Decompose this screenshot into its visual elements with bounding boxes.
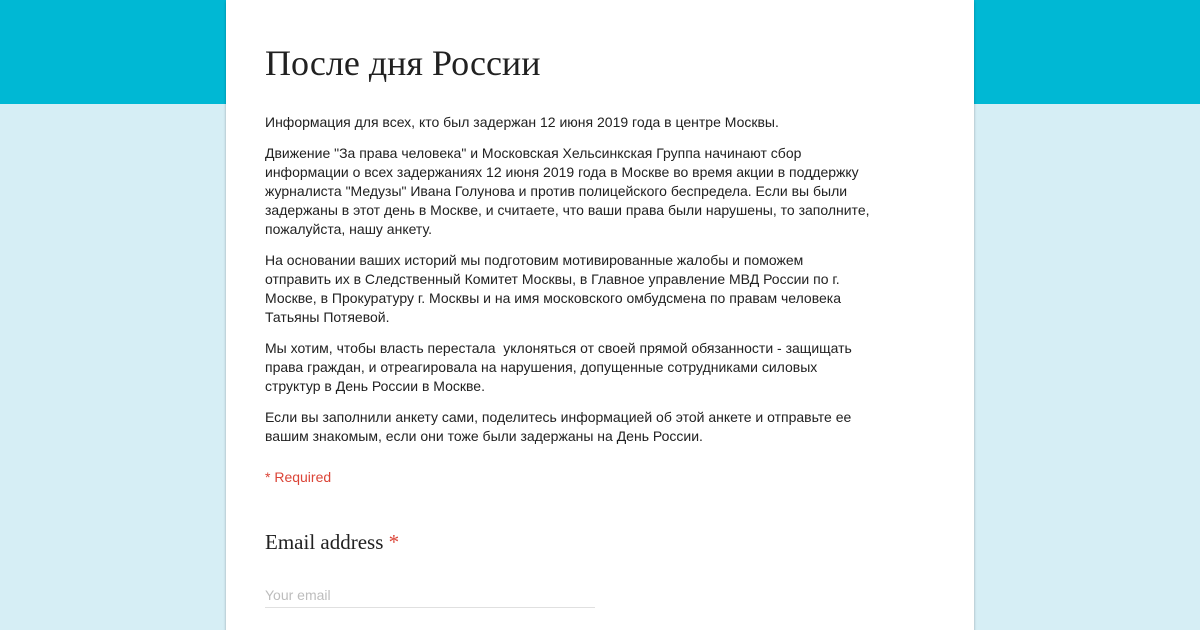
- description-paragraph-5: Если вы заполнили анкету сами, поделитесь информацией об этой анкете и отправьте ее вашим знакомым, если они тоже были задержаны на День России.: [265, 409, 852, 444]
- required-note: * Required: [265, 469, 332, 485]
- email-question: [265, 530, 936, 608]
- description-paragraph-3: На основании ваших историй мы подготовим мотивированные жалобы и поможем отправить их в Следственный Комитет Москвы, в Главное управление МВД России по г. Москве, в Прокуратуру г. Москвы и на имя московского омбудсмена по правам человека Татьяны Потяевой.: [265, 252, 841, 325]
- form-card: [226, 0, 974, 630]
- email-question-title: [265, 530, 936, 555]
- email-question-label: Email address: [265, 530, 384, 554]
- required-asterisk: *: [388, 530, 400, 554]
- description-paragraph-2: Движение "За права человека" и Московская Хельсинкская Группа начинают сбор информации о всех задержаниях 12 июня 2019 года в Москве во время акции в поддержку журналиста "Медузы" Ивана Голунова и против полицейского беспредела. Если вы были задержаны в этот день в Москве, и считаете, что ваши права были нарушены, то заполните, пожалуйста, нашу анкету.: [265, 145, 870, 237]
- email-input[interactable]: [265, 583, 595, 608]
- form-description: [265, 113, 936, 446]
- description-paragraph-4: Мы хотим, чтобы власть перестала уклоняться от своей прямой обязанности - защищать права граждан, и отреагировала на нарушения, допущенные сотрудниками силовых структур в День России в Москве.: [265, 340, 852, 394]
- form-title: После дня России: [265, 43, 541, 83]
- description-paragraph-1: Информация для всех, кто был задержан 12 июня 2019 года в центре Москвы.: [265, 114, 779, 130]
